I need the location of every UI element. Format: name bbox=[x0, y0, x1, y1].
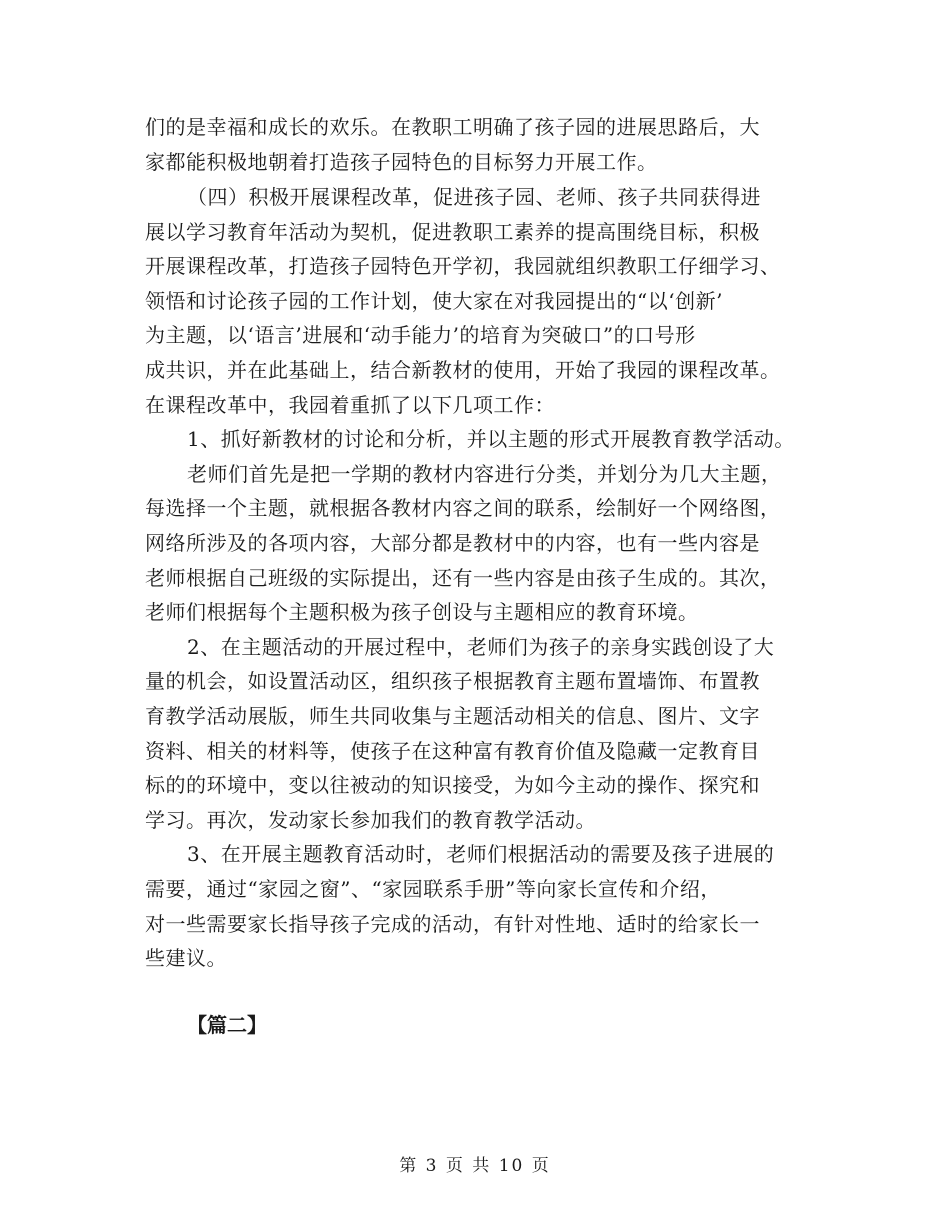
paragraph-line: 家都能积极地朝着打造孩子园特色的目标努力开展工作。 bbox=[145, 150, 658, 174]
paragraph-line: 在课程改革中，我园着重抓了以下几项工作： bbox=[145, 393, 555, 417]
section-heading: 【篇二】 bbox=[187, 1013, 267, 1037]
paragraph-line: 育教学活动展版，师生共同收集与主题活动相关的信息、图片、文字 bbox=[145, 704, 760, 728]
paragraph-line: 标的的环境中，变以往被动的知识接受，为如今主动的操作、探究和 bbox=[145, 773, 760, 797]
paragraph-line: 2、在主题活动的开展过程中，老师们为孩子的亲身实践创设了大 bbox=[187, 635, 775, 659]
paragraph-line: 成共识，并在此基础上，结合新教材的使用，开始了我园的课程改革。 bbox=[145, 358, 781, 382]
paragraph-line: 领悟和讨论孩子园的工作计划，使大家在对我园提出的“以‘创新’ bbox=[145, 289, 723, 313]
paragraph-line: 3、在开展主题教育活动时，老师们根据活动的需要及孩子进展的 bbox=[187, 842, 775, 866]
paragraph-line: 老师们首先是把一学期的教材内容进行分类，并划分为几大主题， bbox=[187, 462, 782, 486]
paragraph-line: 老师根据自己班级的实际提出，还有一些内容是由孩子生成的。其次， bbox=[145, 566, 781, 590]
paragraph-line: 为主题，以‘语言’进展和‘动手能力’的培育为突破口”的口号形 bbox=[145, 323, 696, 347]
paragraph-line: 学习。再次，发动家长参加我们的教育教学活动。 bbox=[145, 808, 596, 832]
paragraph-line: （四）积极开展课程改革，促进孩子园、老师、孩子共同获得进 bbox=[187, 185, 761, 209]
paragraph-line: 网络所涉及的各项内容，大部分都是教材中的内容，也有一些内容是 bbox=[145, 531, 760, 555]
paragraph-line: 们的是幸福和成长的欢乐。在教职工明确了孩子园的进展思路后，大 bbox=[145, 115, 760, 139]
paragraph-line: 需要，通过“家园之窗”、“家园联系手册”等向家长宣传和介绍， bbox=[145, 877, 721, 901]
paragraph-line: 量的机会，如设置活动区，组织孩子根据教育主题布置墙饰、布置教 bbox=[145, 669, 760, 693]
paragraph-line: 开展课程改革，打造孩子园特色开学初，我园就组织教职工仔细学习、 bbox=[145, 254, 781, 278]
paragraph-line: 老师们根据每个主题积极为孩子创设与主题相应的教育环境。 bbox=[145, 600, 699, 624]
paragraph-line: 对一些需要家长指导孩子完成的活动，有针对性地、适时的给家长一 bbox=[145, 912, 760, 936]
paragraph-line: 每选择一个主题，就根据各教材内容之间的联系，绘制好一个网络图， bbox=[145, 496, 781, 520]
paragraph-line: 资料、相关的材料等，使孩子在这种富有教育价值及隐藏一定教育目 bbox=[145, 739, 760, 763]
paragraph-line: 1、抓好新教材的讨论和分析，并以主题的形式开展教育教学活动。 bbox=[187, 427, 795, 451]
paragraph-line: 展以学习教育年活动为契机，促进教职工素养的提高围绕目标，积极 bbox=[145, 220, 760, 244]
paragraph-line: 些建议。 bbox=[145, 946, 227, 970]
page-footer: 第 3 页 共 10 页 bbox=[399, 1156, 551, 1176]
